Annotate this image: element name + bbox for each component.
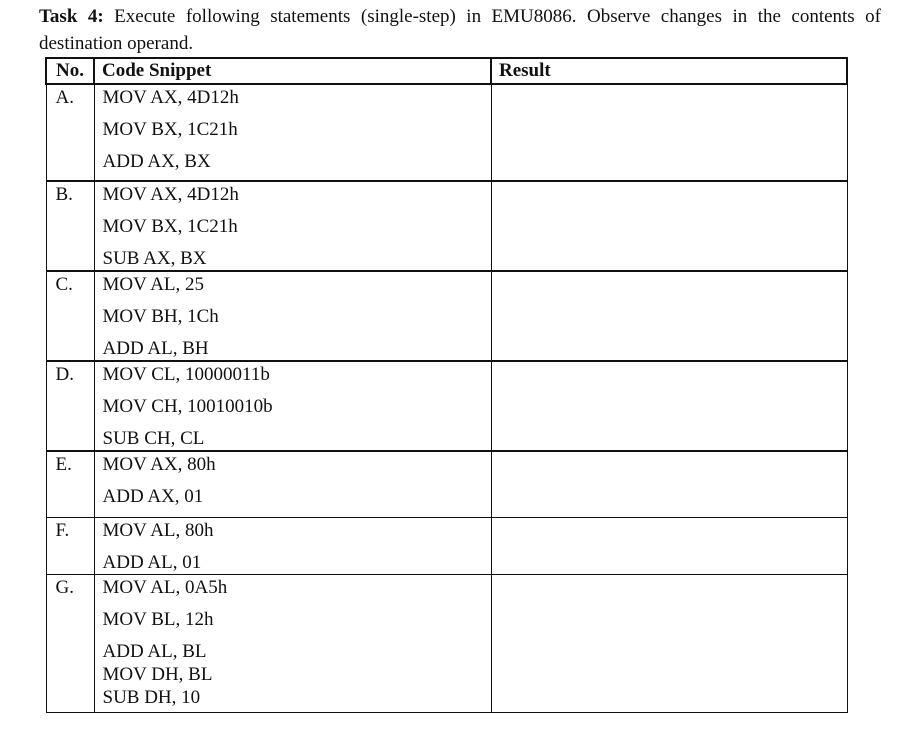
task-instructions: Execute following statements (single-step) in EMU8086. Observe changes in the contents of destination operand. [39, 6, 882, 54]
table-row [46, 84, 847, 181]
table-row [46, 451, 847, 517]
header-no: No. [46, 58, 94, 84]
code-cell [94, 84, 491, 181]
code-line: MOV AX, 4D12h [102, 87, 239, 108]
task-heading [39, 3, 881, 57]
result-cell[interactable] [491, 84, 847, 181]
row-number: F. [46, 517, 94, 574]
code-line: MOV DH, BL [102, 663, 213, 685]
code-cell [94, 271, 491, 361]
code-line: ADD AL, BH [102, 338, 209, 359]
code-line: MOV AX, 4D12h [102, 184, 239, 205]
row-number: D. [46, 361, 94, 451]
code-line: MOV AL, 80h [102, 519, 214, 541]
row-number: B. [46, 181, 94, 271]
code-line: MOV AX, 80h [102, 454, 216, 475]
code-line: MOV AL, 0A5h [102, 576, 228, 598]
table-row [46, 574, 847, 712]
code-line: ADD AL, BL [102, 640, 207, 662]
code-line: ADD AX, 01 [102, 486, 204, 507]
table-row [46, 361, 847, 451]
code-cell [94, 361, 491, 451]
table-header-row [46, 58, 847, 84]
result-cell[interactable] [491, 451, 847, 517]
code-line: MOV BL, 12h [102, 608, 214, 630]
code-line: MOV CH, 10010010b [102, 396, 273, 417]
row-number: G. [46, 574, 94, 712]
code-line: MOV CL, 10000011b [102, 364, 270, 385]
header-result: Result [491, 58, 847, 84]
result-cell[interactable] [491, 361, 847, 451]
code-line: ADD AL, 01 [102, 551, 202, 573]
code-cell [94, 181, 491, 271]
result-cell[interactable] [491, 574, 847, 712]
code-cell [94, 517, 491, 574]
header-code-snippet: Code Snippet [94, 58, 491, 84]
code-line: MOV BH, 1Ch [102, 306, 219, 327]
code-line: MOV AL, 25 [102, 274, 205, 295]
table-row [46, 271, 847, 361]
table-row [46, 181, 847, 271]
code-line: ADD AX, BX [102, 151, 211, 172]
code-cell [94, 451, 491, 517]
code-line: SUB AX, BX [102, 248, 207, 269]
code-line: SUB CH, CL [102, 428, 205, 449]
result-cell[interactable] [491, 181, 847, 271]
result-cell[interactable] [491, 271, 847, 361]
code-snippet-table [45, 57, 848, 713]
code-line: MOV BX, 1C21h [102, 216, 238, 237]
row-number: C. [46, 271, 94, 361]
row-number: E. [46, 451, 94, 517]
task-label: Task 4: [39, 6, 104, 27]
row-number: A. [46, 84, 94, 181]
code-cell [94, 574, 491, 712]
result-cell[interactable] [491, 517, 847, 574]
code-line: SUB DH, 10 [102, 686, 201, 708]
table-row [46, 517, 847, 574]
code-line: MOV BX, 1C21h [102, 119, 238, 140]
